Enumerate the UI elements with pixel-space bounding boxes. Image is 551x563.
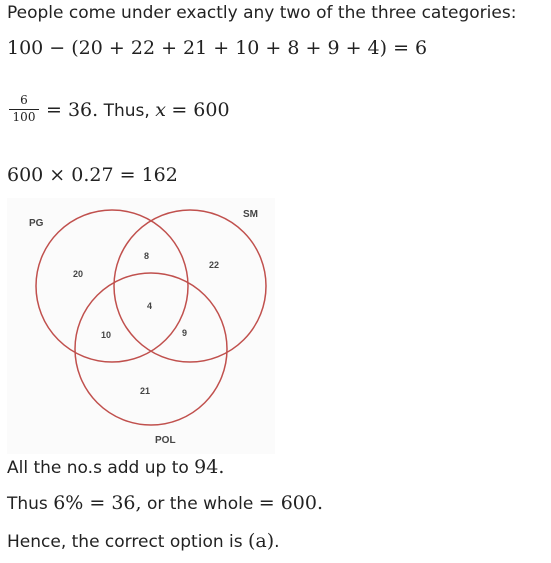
value-sm-pol: 9 [182, 328, 188, 338]
venn-diagram-panel [7, 198, 275, 454]
value-pg-only: 20 [73, 269, 84, 279]
venn-diagram [7, 198, 275, 454]
value-pol-only: 21 [140, 386, 151, 396]
sm-circle [114, 210, 266, 362]
intro-line: People come under exactly any two of the three categories: [7, 3, 517, 23]
equation-thus-x [46, 99, 230, 122]
sm-label: SM [243, 209, 258, 220]
pg-label: PG [29, 218, 44, 229]
value-pg-pol: 10 [101, 330, 112, 340]
equals-36: = 36. [46, 99, 99, 121]
whole-value: = 600. [258, 492, 323, 514]
answer-option: (a) [248, 530, 275, 552]
answer-suffix: . [274, 532, 280, 552]
equation-difference: 100 − (20 + 22 + 21 + 10 + 8 + 9 + 4) = 6 [7, 37, 428, 59]
fraction-denominator: 100 [12, 110, 36, 124]
answer-line [7, 530, 280, 553]
sum-text: All the no.s add up to [7, 458, 189, 478]
variable-x: x [155, 99, 166, 121]
thus-prefix: Thus [7, 494, 48, 514]
sum-value: 94. [194, 456, 225, 478]
equals-600: = 600 [171, 99, 230, 121]
answer-prefix: Hence, the correct option is [7, 532, 243, 552]
equation-product: 600 × 0.27 = 162 [7, 164, 178, 186]
fraction-numerator: 6 [20, 93, 28, 107]
pol-label: POL [155, 435, 176, 446]
value-center: 4 [147, 301, 153, 311]
sum-line [7, 456, 224, 479]
value-sm-only: 22 [209, 260, 220, 270]
whole-text: or the whole [146, 494, 254, 514]
pg-circle [36, 210, 188, 362]
pol-circle [75, 273, 227, 425]
percent-line [7, 492, 323, 515]
fraction-6-over-100 [9, 94, 39, 124]
value-pg-sm: 8 [144, 251, 150, 261]
percent-equation: 6% = 36, [53, 492, 142, 514]
thus-word: Thus, [103, 101, 150, 121]
